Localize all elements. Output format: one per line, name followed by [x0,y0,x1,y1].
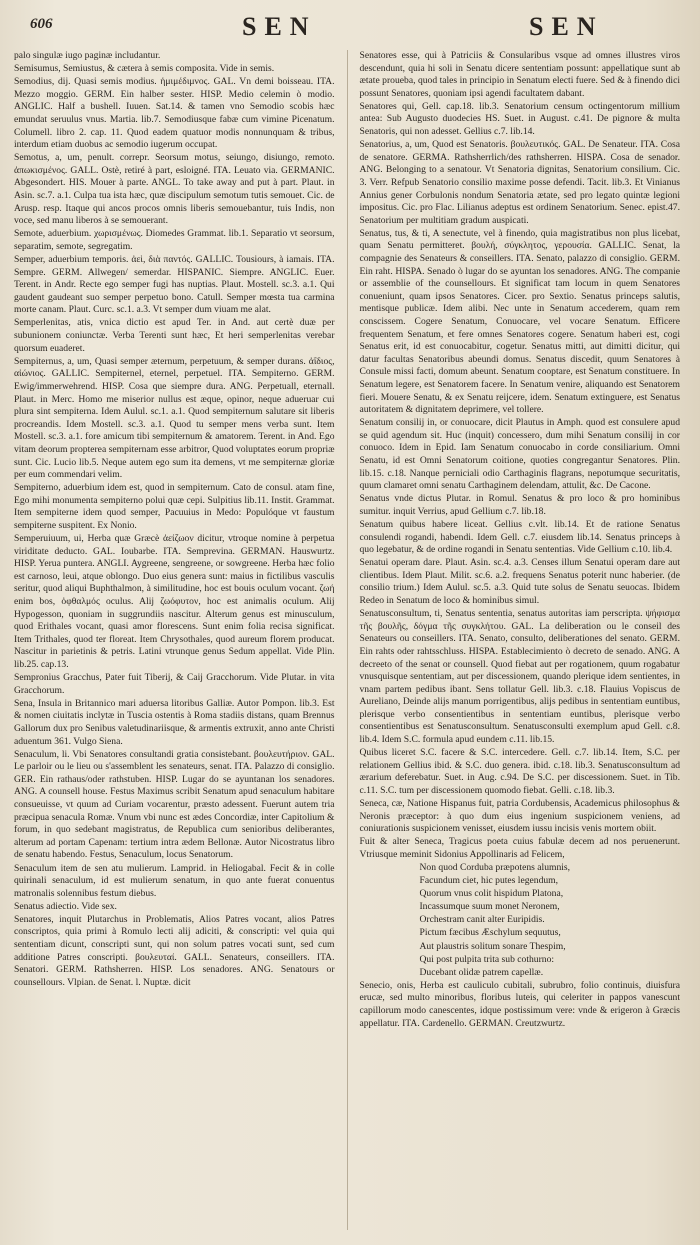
dictionary-entry: Senaculum item de sen atu mulierum. Lamprid. in Heliogabal. Fecit & in colle quirinali senaculum, id est mulierum senatum, in quo ante fuerat conuentus matronalis solennibus festum diebus. [14,862,335,899]
dictionary-entry: Semper, aduerbium temporis. ἀεὶ, διὰ παντός. GALLIC. Tousiours, à iamais. ITA. Sempre. GERM. Allwegen/ semerdar. HISPANIC. Siempre. ANGLIC. Euer. Terent. in Andr. Recte ego semper fugi has nuptias. Plaut. Mostell. sc.3. a.1. Qui gaudent gaudeant suo semper perpetuo bono. Catull. Semper mœsta tua carmina morte canam. Plaut. Curc. sc.1. a.3. Vt semper dum viuam me alat. [14,254,335,316]
dictionary-entry: Semperuiuum, ui, Herba quæ Græcè ἀείζωον dicitur, vtroque nomine à perpetua viriditate deducto. GAL. Ioubarbe. ITA. Semprevina. GERMAN. Hauswurtz. HISP. Yerua puntera. ANGLI. Aygreene, sengreene, or sowgreene. Herba hæc folio est carnoso, leui, atque oblongo. Duo eius genera sunt: maius in fictilibus vasculis seritur, quod aliqui Buphthalmon, à similitudine, hoc est bouis oculum vocant. ζωή enim bos, ὀφθαλμός oculus. Alij ζωόφυτον, hoc est animalis oculum. Alij Hypogesson, quoniam in suggrundiis nascitur. Alterum genus est minusculum, quod Erithales vocant, quasi amor florescens. Sunt enim folia recisa significat. Item Trithales, quod ter floreat. Item Chrysothales, quod aureum florem producat. Nascitur in parietinis & petris. Latini vtrunque genus Sedum appellat. Vide Plin. lib.25. cap.13. [14,533,335,670]
verse-line: Quorum vnus colit hispidum Platona, [419,888,564,900]
dictionary-entry: Senatui operam dare. Plaut. Asin. sc.4. a.3. Censes illum Senatui operam dare aut clientibus. Idem Plaut. Milit. sc.6. a.2. frequens Senatus poterit nunc haberier. (de consilio trium.) Idem Aulul. sc.5. a.3. Quid tute solus de Senatu seuocas. Ibidem Redeo in Senatum de loco & hominibus simul. [359,557,680,607]
dictionary-entry: Semotus, a, um, penult. correpr. Seorsum motus, seiungo, disiungo, remoto. ἀπωκισμένος. GALL. Ostè, retiré à part, esloigné. ITA. Leuato via. GERMANIC. Abgesondert. HIS. Mouer à parte. ANGL. To take away and put à part. Plaut. in Asin. sc.7. a.1. Culpa tua ista hæc, quæ discipulum semotum tutis semouet. Cic. de Arusp. resp. Itaque qui ancos procos omnis liberis semouebantur, tuis Indis, non voce, sed manu liberos à se semouerant. [14,152,335,227]
dictionary-entry: Sena, Insula in Britannico mari aduersa litoribus Galliæ. Autor Pompon. lib.3. Est & nomen ciuitatis inclytæ in Tuscia ostentis à Roma stadiis distans, quam Brennus Gallorum dux pro Senibus valetudinariisque, & armentis extruxit, anno ante Christi aduentum 361. Vulgo Siena. [14,697,335,747]
dictionary-entry: Quibus liceret S.C. facere & S.C. intercedere. Gell. c.7. lib.14. Item, S.C. per relationem Gellius ibid. & S.C. duo genera. ibid. c.18. lib.3. Senatusconsultum ad ærarium deferebatur. Suet. in Aug. c.94. De S.C. per discessionem. Suet. in Tib. c.11. S.C. tum per discessionem quomodo fiebat. Gelli. c.18. lib.3. [359,747,680,796]
dictionary-entry: Senatores, inquit Plutarchus in Problematis, Alios Patres vocant, alios Patres conscriptos, quia primi à Romulo lecti alij adiciti, & conscripti: vel quia qui sententiam dicunt, conscripti sunt, qui non solum patres vocati sunt, sed cum additione Patres conscripti. βουλευταί. GALL. Senateurs, conseillers. ITA. Senatori. GERM. Rathsherren. HISP. Los senadores. ANG. Senatours or counsellours. Vlpian. de Senat. l. Nuptæ. dicit [14,913,335,988]
verse-line: Qui post pulpita trita sub cothurno: [419,953,555,965]
dictionary-entry: Sempiterno, aduerbium idem est, quod in sempiternum. Cato de consul. atam fine, Ego mihi monumenta sempiterno polui quæ cepi. Sulpitius lib.11. Instit. Grammat. Item sempiterne idem quod semper, Pacuuius in Medo: Populóque vt faustum sempiterne suspitent. Ex Nonio. [14,482,335,531]
dictionary-entry: Senatores qui, Gell. cap.18. lib.3. Senatorium censum octingentorum millium antea: Sub Augusto duodecies HS. Suet. in August. c.41. De pignore & multa Senatoris, qui non adesset. Gellius c.7. lib.14. [359,100,680,138]
running-head-right: SEN [529,12,604,41]
column-divider [347,50,348,1230]
dictionary-entry: palo singulæ iugo paginæ includantur. [14,50,161,61]
two-column-text [14,50,686,1230]
dictionary-entry: Senatus vnde dictus Plutar. in Romul. Senatus & pro loco & pro hominibus sumitur. inquit Verrius, apud Gellium c.7. lib.18. [359,493,680,517]
dictionary-entry: Semisumus, Semiustus, & cætera à semis composita. Vide in semis. [14,63,275,75]
dictionary-entry: Senatum consilij in, or conuocare, dicit Plautus in Amph. quod est consulere apud se quid agendum sit. Huc (inquit) concessero, dum mihi Senatum consilij in cor conuoco. Idem in Epid. Iam Senatum conuocabo in corde consiliarium. Omni Senatu, id est Omni Senatorum coitione, quoties congregantur Senatores. Plin. lib.15. c.18. Nanque perniciali odio Carthaginis flagrans, nepotumque securitatis, quum clamaret omni senatu Carthaginem delendam, attulit, &c. De Cacone. [359,417,680,492]
verse-line: Aut plaustris solitum sonare Thespim, [419,940,566,952]
dictionary-entry: Senatus, tus, & ti, A senectute, vel à finendo, quia magistratibus non plus licebat, quam Senatu permitteret. βουλή, σύγκλητος, γερουσία. GALLIC. Senat, la compagnie des Senateurs & conseillers. ITA. Senato, palazzo di consiglio. GERM. Ein raht. HISPA. Senado ò lugar do se ayuntan los senadores. ANG. The companie or assemblie of the counsellours. Et significat tam locum in quem Senatores conueniunt, quam ipsos Senatores. Cicer. pro Sextio. Senatus princeps salutis, mentisque publicæ. Idem alibi. Nec unte in Senatum accederem, quam rem conscissem. Cogere Senatum, Conuocare, vel vocare Senatum. Efficere frequentem Senatum, et fere omnes Senatores cogere. Senatum haberi est, cogi Senatus erit, id est conuocabitur, cogetur. Senatus mitti, aut dimitti dicitur, qui datur facultas Senatoribus abeundi domus. Senatus discedit, quum Senatores à Consule missi facti, domum abeunt. Senatum cooptare, est Senatum constituere. In Senatum legere, est Senatorem facere. In Senatum venire, aliquando est Senatorem fieri. Mouere Senatu, & ex Senatu reijcere, idem. Senatum extinguere, est Senatus autoritatem & dignitatem deprimere, vel tollere. [359,227,680,416]
verse-line: Orchestram canit alter Euripidis. [419,914,545,926]
dictionary-entry: Semperlenitas, atis, vnica dictio est apud Ter. in And. aut certè duæ per subunionem coniunctæ. Verba Terenti sunt hæc, Et heri semperlenitas verebar quorsum euaderet. [14,317,335,354]
left-column [14,50,335,1230]
page-header [14,12,686,50]
dictionary-entry: Sempiternus, a, um, Quasi semper æternum, perpetuum, & semper durans. ἀΐδιος, αἰώνιος. GALLIC. Sempiternel, eternel, perpetuel. ITA. Sempiterno. GERM. Ewig/immerwehrend. HISP. Cosa que siempre dura. ANG. Perpetuall, eternall. Plaut. in Merc. Homo me miserior nullus est æque, opinor, neque adueruar cui plura sint sempiterna. Idem Aulul. sc.1. a.1. Quod sempiternum salutare sit liberis procreandis. Idem Mostell. sc.3. a.1. Quod tu semper mens verba sunt. Item Mostell. sc.3. a.1. fore amicum tibi sempiternum & amatorem. Terent. in And. Ego vitam deorum propterea sempiternam esse arbitror, Quod voluptates eorum propriæ sunt. Cic. Lucio lib.5. Neque autem ego sum ita demens, vt me sempiternæ gloriæ per eum commendari velim. [14,355,335,481]
dictionary-entry: Senatusconsultum, ti, Senatus sententia, senatus autoritas iam perscripta. ψήφισμα τῆς βουλῆς, δόγμα τῆς συγκλήτου. GAL. La deliberation ou le conseil des Senateurs ou conseillers. ITA. Senato, consulto, deliberationes del senato. GERM. Ein rahts oder rahtsschluss. HISPA. Establecimiento ò decreto de senado. ANG. A decreeto of the senat or counsell. Quod fiebat aut per rogationem, quum rogabatur vnusquisque sententiam, aut per discessionem, quando plerique idem sentientes, in vnam partem pedibus ibant. Sens tollatur Gell. lib.3. c.18. Flauius Vopiscus de Aureliano, Deinde alijs manum porrigentibus, alijs pedibus in sententiam euntibus, plerisque verbo consentientibus in sententiam euntibus, plerisque verbo consentientibus est Senatusconsultum. Senatusconsulti exemplum apud Gell. c.8. lib.4. Idem S.C. formula apud eundem c.11. lib.15. [359,608,680,746]
dictionary-entry: Semote, aduerbium. χωρισμένως. Diomedes Grammat. lib.1. Separatio vt seorsum, separatim, semote, segregatim. [14,228,335,252]
dictionary-entry: Senatus adiectio. Vide sex. [14,900,117,912]
dictionary-entry: Senaculum, li. Vbi Senatores consultandi gratia consistebant. βουλευτήριον. GAL. Le parloir ou le lieu ou s'assemblent les senateurs, senat. ITA. Palazzo di consiglio. GER. Ein rathaus/oder rathstuben. HISP. Lugar do se ayuntanan los senadores. ANG. A counsell house. Festus Maximus scribit Senatum apud senaculum habitare consueuisse, vt quum ad Curiam vocarentur, præsto adessent. Fuerunt autem tria præcipua senacula Romæ. Vnum vbi nunc est ædes Concordiæ, inter Capitolium & forum, in quo sedebant magistratus, de Republica cum senioribus deliberantes, alterum ad portam Capenam: tertium intra ædem Bellonæ. Autor Nicostratus libro de senatu habendo. Festus, Senaculum, locus Senatorum. [14,748,335,861]
right-column [359,50,686,1230]
verse-line: Facundum ciet, hic putes legendum, [419,875,559,887]
dictionary-entry: Senatores esse, qui à Patriciis & Consularibus vsque ad omnes illustres viros descendunt, quia hi soli in Senatu dicere sententiam possunt: appellatique sunt ab ætate proueba, quod tales in principio in Senatum electi fuere. Sed & à finendo dici possunt Senatores, quoniam ipsi agendi facultatem dabant. [359,50,680,99]
dictionary-entry: Sempronius Gracchus, Pater fuit Tiberij, & Caij Gracchorum. Vide Plutar. in vita Gracchorum. [14,672,335,696]
dictionary-entry: Fuit & alter Seneca, Tragicus poeta cuius fabulæ decem ad nos peruenerunt. Vtriusque meminit Sidonius Appollinaris ad Felicem, [359,836,680,860]
verse-line: Incassumque suum monet Neronem, [419,901,560,913]
running-head-left: SEN [242,12,317,41]
page-number: 606 [30,16,53,32]
dictionary-entry: Senatum quibus habere liceat. Gellius c.vlt. lib.14. Et de ratione Senatus consulendi rogandi, habendi. Idem Gell. c.7. eiusdem lib.14. Senatus princeps à quo legebatur, & de ordine rogandi in Senatu sententias. Vide Gellium c.10. lib.4. [359,518,680,556]
verse-line: Ducebant olidæ patrem capellæ. [419,966,544,978]
dictionary-entry: Senecio, onis, Herba est cauliculo cubitali, subrubro, folio continuis, diuisfura erucæ, sed multo minoribus, floribus luteis, qui celeriter in pappos vanescunt capillorum modo canescentes, idque postissimum vere: vnde & erigeron à Græcis appellatur. ITA. Cardenello. GERMAN. Creutzwurtz. [359,979,680,1029]
verse-line: Non quod Corduba præpotens alumnis, [419,862,571,873]
dictionary-entry: Seneca, cæ, Natione Hispanus fuit, patria Cordubensis, Academicus philosophus & Neronis præceptor: à quo dum eius ingenium suspicionem veniens, ad coniurationis suspicionem venisset, eiusdem iussu incisis venis mortem obiit. [359,798,680,835]
dictionary-entry: Senatorius, a, um, Quod est Senatoris. βουλευτικός. GAL. De Senateur. ITA. Cosa de senatore. GERMA. Rathsherrlich/des rathsherren. HISPA. Cosa de senador. ANG. Belonging to a senatour. Vt Senatoria dignitas, Senatorium consilium. Cic. 3. Verr. Refpub Senatorio consilio maxime posse defendi. Tacit. lib.3. Et Vinianus Annius gener Corbulonis nondum Senatoria ætate, sed pro legato quintæ legioni impositus. Cic. pro Flac. Lilianus adeptus est ordinem Senatorium. Senec. epist.47. Senatorium per multitiam gradum auspicati. [359,139,680,226]
dictionary-entry: Semodius, dij. Quasi semis modius. ἡμιμέδιμνος. GAL. Vn demi boisseau. ITA. Mezzo moggio. GERM. Ein halber sester. HISP. Medio celemin ò modio. ANGLIC. Half a bushell. Iuuen. Sat.14. & tamen vno Semodio scobis hæc emundat seruulus vnus. Martia. lib.7. Semodiusque fabæ cum vimine Picenatum. Columell. libro 2. cap. 11. Quod eadem quatuor modis nonnunquam & tribus, interdum etiam duobus ac semodio iugerum occupat. [14,76,335,151]
verse-line: Pictum fæcibus Æschylum sequutus, [419,927,561,939]
